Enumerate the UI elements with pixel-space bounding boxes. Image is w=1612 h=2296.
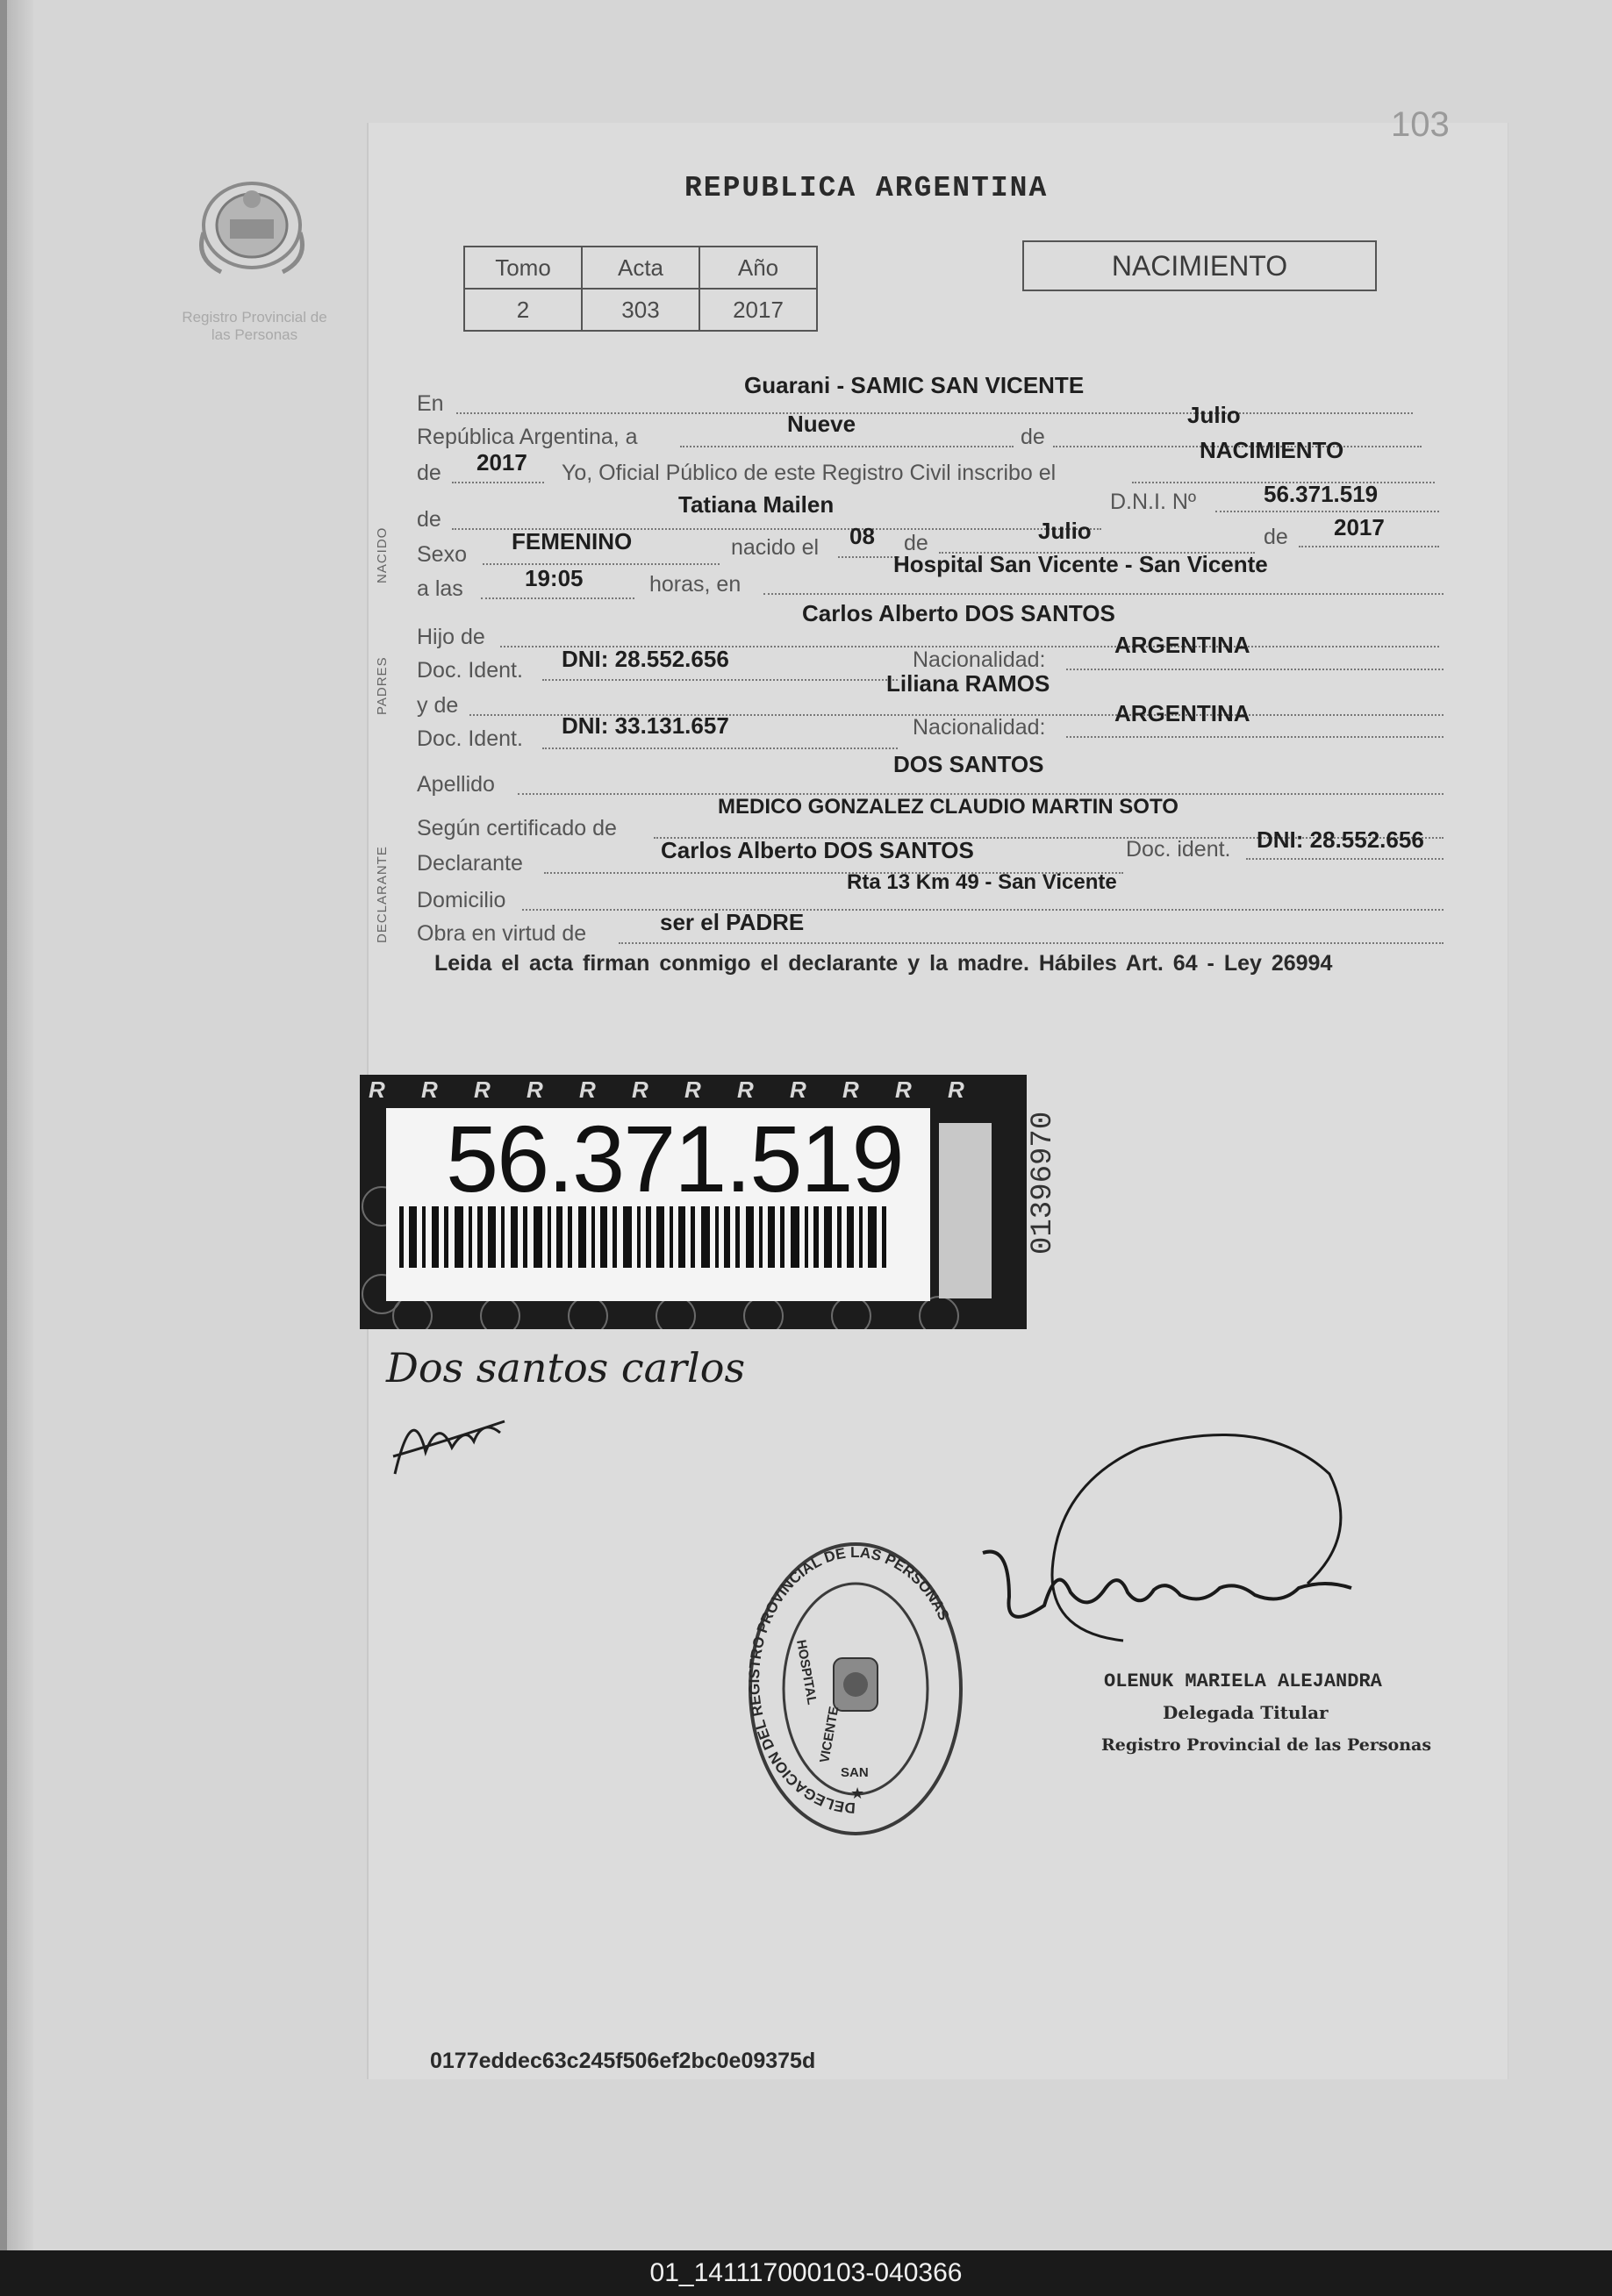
side-label-padres: PADRES bbox=[375, 656, 390, 715]
apellido-label: Apellido bbox=[417, 772, 495, 797]
nacionalidad-label-2: Nacionalidad: bbox=[913, 715, 1046, 740]
father-nat-value: ARGENTINA bbox=[1114, 632, 1250, 658]
doc-label-2: Doc. Ident. bbox=[417, 726, 523, 751]
de-label-2: de bbox=[417, 461, 441, 485]
sticker-number: 56.371.519 bbox=[446, 1105, 903, 1212]
official-stamp bbox=[746, 1535, 965, 1842]
nacido-label: nacido el bbox=[731, 535, 820, 560]
document-hash: 0177eddec63c245f506ef2bc0e09375d bbox=[430, 2049, 816, 2073]
month-value: Julio bbox=[1187, 402, 1241, 428]
svg-text:R: R bbox=[579, 1076, 596, 1103]
svg-text:R: R bbox=[895, 1076, 912, 1103]
obra-label: Obra en virtud de bbox=[417, 921, 587, 946]
sex-value: FEMENINO bbox=[512, 528, 633, 554]
svg-text:R: R bbox=[684, 1076, 701, 1103]
svg-text:R: R bbox=[842, 1076, 859, 1103]
side-label-nacido: NACIDO bbox=[375, 526, 390, 583]
stamp-ring-text: DELEGACION DEL REGISTRO PROVINCIAL DE LAS PERSONAS bbox=[746, 1543, 953, 1817]
de-label-4: de bbox=[904, 531, 928, 555]
declarant-value: Carlos Alberto DOS SANTOS bbox=[661, 837, 974, 863]
birth-year-value: 2017 bbox=[1334, 514, 1385, 540]
sticker-serial: 01396970 bbox=[1027, 1111, 1060, 1255]
horas-label: horas, en bbox=[649, 572, 742, 597]
father-doc-value: DNI: 28.552.656 bbox=[562, 646, 729, 672]
de-label: de bbox=[1021, 425, 1045, 449]
doc-label: Doc. Ident. bbox=[417, 658, 523, 683]
republica-label: República Argentina, a bbox=[417, 425, 638, 449]
official-role: Delegada Titular bbox=[1163, 1702, 1329, 1723]
dni-label: D.N.I. Nº bbox=[1110, 490, 1197, 514]
closing-note: Leida el acta firman conmigo el declarante y la madre. Hábiles Art. 64 - Ley 26994 bbox=[434, 951, 1333, 976]
segun-label: Según certificado de bbox=[417, 816, 617, 840]
alas-label: a las bbox=[417, 576, 463, 601]
year-value: 2017 bbox=[476, 449, 527, 476]
svg-text:R: R bbox=[527, 1076, 543, 1103]
svg-text:R: R bbox=[790, 1076, 806, 1103]
record-kind-box: NACIMIENTO bbox=[1022, 240, 1377, 291]
doc-ident-label: Doc. ident. bbox=[1126, 837, 1231, 862]
nacionalidad-label: Nacionalidad: bbox=[913, 647, 1046, 672]
svg-text:R: R bbox=[369, 1076, 385, 1103]
child-name-value: Tatiana Mailen bbox=[678, 491, 835, 518]
tomo-value: 2 bbox=[464, 289, 582, 331]
birth-month-value: Julio bbox=[1038, 518, 1092, 544]
sexo-label: Sexo bbox=[417, 542, 467, 567]
official-signature bbox=[974, 1430, 1448, 1649]
registry-table bbox=[463, 246, 818, 332]
acta-value: 303 bbox=[582, 289, 699, 331]
acta-label: Acta bbox=[582, 247, 699, 289]
page-number: 103 bbox=[1391, 105, 1450, 144]
svg-text:R: R bbox=[632, 1076, 648, 1103]
footer-id: 01_141117000103-040366 bbox=[0, 2250, 1612, 2296]
capacity-value: ser el PADRE bbox=[660, 909, 805, 935]
seal-caption: Registro Provincial de las Personas bbox=[182, 309, 327, 343]
official-name: OLENUK MARIELA ALEJANDRA bbox=[1104, 1670, 1382, 1692]
mother-value: Liliana RAMOS bbox=[886, 670, 1050, 697]
hour-value: 19:05 bbox=[525, 565, 584, 591]
declarant-doc-value: DNI: 28.552.656 bbox=[1257, 826, 1424, 853]
en-label: En bbox=[417, 391, 444, 416]
stamp-inner-right: VICENTE bbox=[817, 1705, 842, 1764]
place-value: Guarani - SAMIC SAN VICENTE bbox=[744, 372, 1085, 398]
page-edge-shadow bbox=[7, 0, 33, 2250]
birth-day-value: 08 bbox=[849, 523, 875, 549]
official-office: Registro Provincial de las Personas bbox=[1101, 1735, 1432, 1755]
birth-place-value: Hospital San Vicente - San Vicente bbox=[893, 551, 1268, 577]
de-label-5: de bbox=[1264, 525, 1288, 549]
address-value: Rta 13 Km 49 - San Vicente bbox=[847, 870, 1117, 894]
yde-label: y de bbox=[417, 693, 459, 718]
declarante-label: Declarante bbox=[417, 851, 523, 876]
dni-value: 56.371.519 bbox=[1264, 481, 1379, 507]
day-word-value: Nueve bbox=[787, 411, 856, 437]
mother-doc-value: DNI: 33.131.657 bbox=[562, 712, 729, 739]
domicilio-label: Domicilio bbox=[417, 888, 506, 912]
svg-text:R: R bbox=[421, 1076, 438, 1103]
anio-label: Año bbox=[699, 247, 817, 289]
de-label-3: de bbox=[417, 507, 441, 532]
declarant-signature bbox=[377, 1338, 746, 1487]
anio-value: 2017 bbox=[699, 289, 817, 331]
coat-of-arms-icon bbox=[186, 171, 318, 285]
signature-text: Dos santos carlos bbox=[386, 1344, 746, 1391]
svg-text:R: R bbox=[948, 1076, 964, 1103]
svg-text:R: R bbox=[737, 1076, 754, 1103]
country-title: REPUBLICA ARGENTINA bbox=[684, 172, 1049, 204]
stamp-inner-left: HOSPITAL bbox=[793, 1638, 820, 1706]
svg-text:★: ★ bbox=[850, 1785, 865, 1802]
oficial-text: Yo, Oficial Público de este Registro Civil inscribo el bbox=[562, 461, 1057, 485]
tomo-label: Tomo bbox=[464, 247, 582, 289]
stamp-inner-bottom: SAN bbox=[841, 1765, 869, 1780]
mother-nat-value: ARGENTINA bbox=[1114, 700, 1250, 726]
certificate-value: MEDICO GONZALEZ CLAUDIO MARTIN SOTO bbox=[718, 795, 1179, 819]
father-value: Carlos Alberto DOS SANTOS bbox=[802, 600, 1115, 626]
event-value: NACIMIENTO bbox=[1200, 437, 1344, 463]
hijo-label: Hijo de bbox=[417, 625, 485, 649]
svg-text:R: R bbox=[474, 1076, 491, 1103]
side-label-declarante: DECLARANTE bbox=[375, 846, 390, 943]
surname-value: DOS SANTOS bbox=[893, 751, 1044, 777]
